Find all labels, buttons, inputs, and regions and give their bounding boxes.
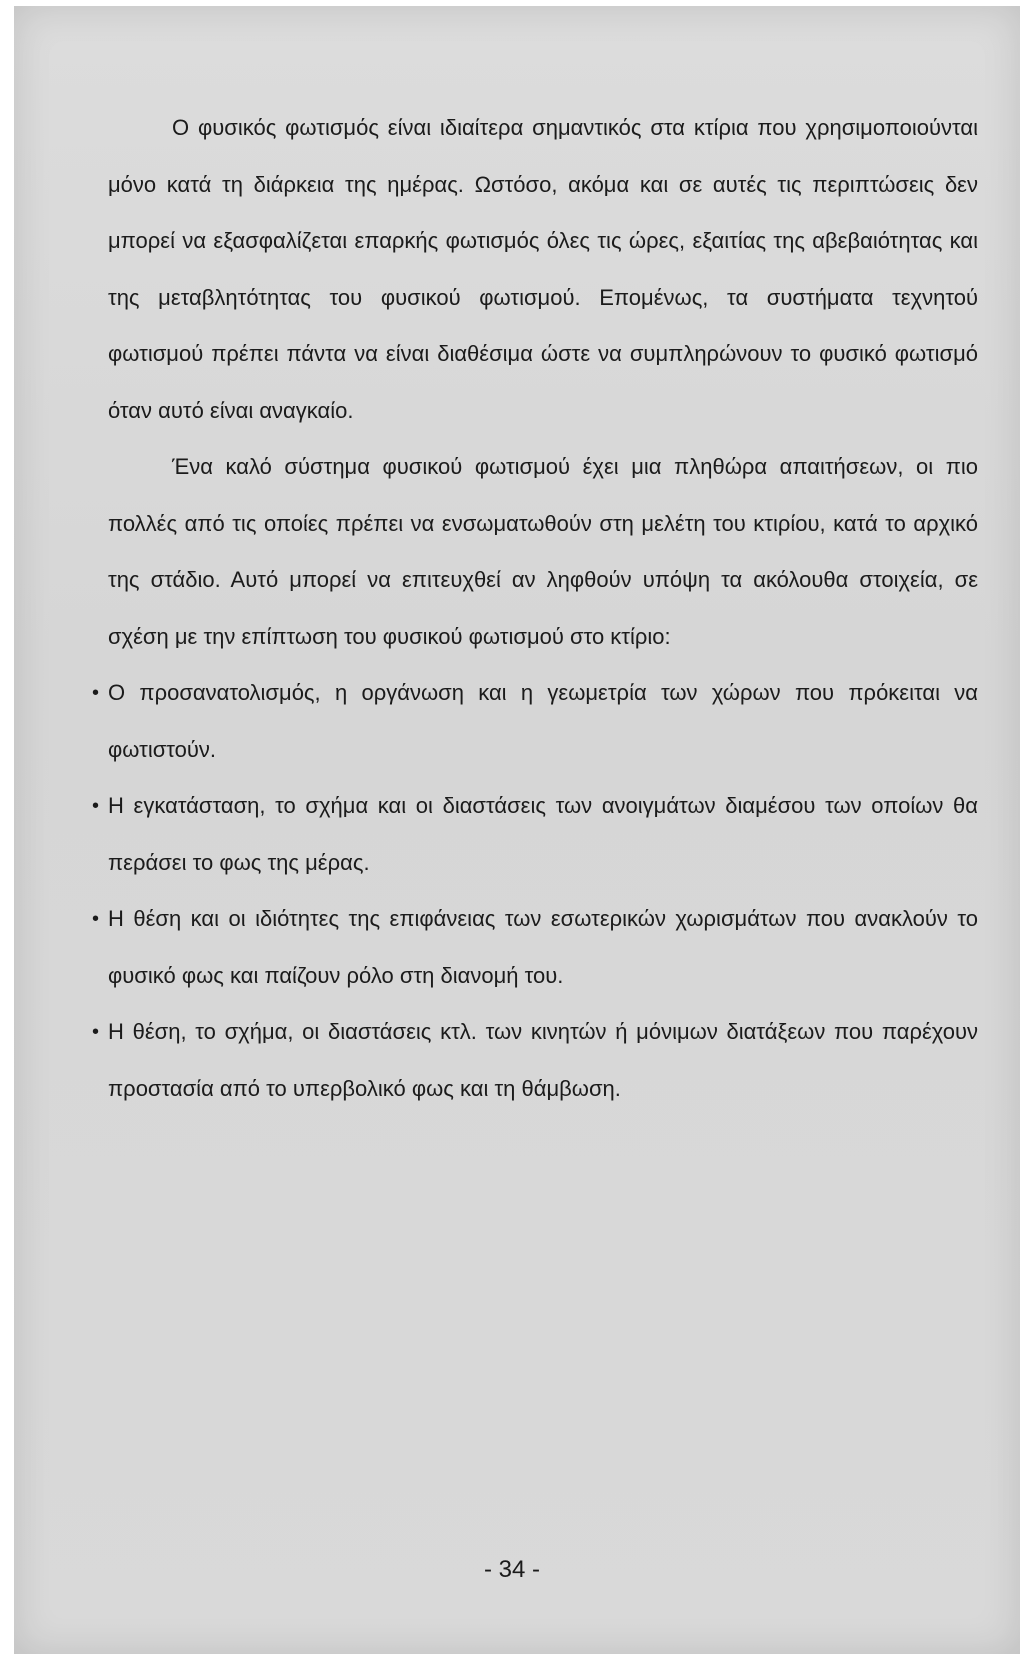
requirements-list [92, 665, 978, 1117]
bullet-icon: • [92, 682, 100, 704]
list-item [92, 665, 978, 778]
list-item [92, 891, 978, 1004]
page-body [92, 100, 978, 1117]
list-item [92, 1004, 978, 1117]
page-number: - 34 - [483, 1556, 540, 1583]
list-item-text: Ο προσανατολισμός, η οργάνωση και η γεωμετρία των χώρων που πρόκειται να φωτιστούν. [108, 680, 978, 762]
list-item-text: Η εγκατάσταση, το σχήμα και οι διαστάσεις των ανοιγμάτων διαμέσου των οποίων θα περάσει το φως της μέρας. [108, 793, 978, 875]
bullet-icon: • [92, 1021, 100, 1043]
list-item-text: Η θέση, το σχήμα, οι διαστάσεις κτλ. των κινητών ή μόνιμων διατάξεων που παρέχουν προστασία από το υπερβολικό φως και τη θάμβωση. [108, 1019, 978, 1101]
paragraph-intro: Ο φυσικός φωτισμός είναι ιδιαίτερα σημαντικός στα κτίρια που χρησιμοποιούνται μόνο κατά τη διάρκεια της ημέρας. Ωστόσο, ακόμα και σε αυτές τις περιπτώσεις δεν μπορεί να εξασφαλίζεται επαρκής φωτισμός όλες τις ώρες, εξαιτίας της αβεβαιότητας και της μεταβλητότητας του φυσικού φωτισμού. Επομένως, τα συστήματα τεχνητού φωτισμού πρέπει πάντα να είναι διαθέσιμα ώστε να συμπληρώνουν το φυσικό φωτισμό όταν αυτό είναι αναγκαίο. [108, 115, 978, 423]
bullet-icon: • [92, 795, 100, 817]
list-item-text: Η θέση και οι ιδιότητες της επιφάνειας των εσωτερικών χωρισμάτων που ανακλούν το φυσικό φως και παίζουν ρόλο στη διανομή του. [108, 906, 978, 988]
bullet-icon: • [92, 908, 100, 930]
list-item [92, 778, 978, 891]
paragraph-requirements: Ένα καλό σύστημα φυσικού φωτισμού έχει μια πληθώρα απαιτήσεων, οι πιο πολλές από τις οποίες πρέπει να ενσωματωθούν στη μελέτη του κτιρίου, κατά το αρχικό της στάδιο. Αυτό μπορεί να επιτευχθεί αν ληφθούν υπόψη τα ακόλουθα στοιχεία, σε σχέση με την επίπτωση του φυσικού φωτισμού στο κτίριο: [108, 454, 978, 649]
